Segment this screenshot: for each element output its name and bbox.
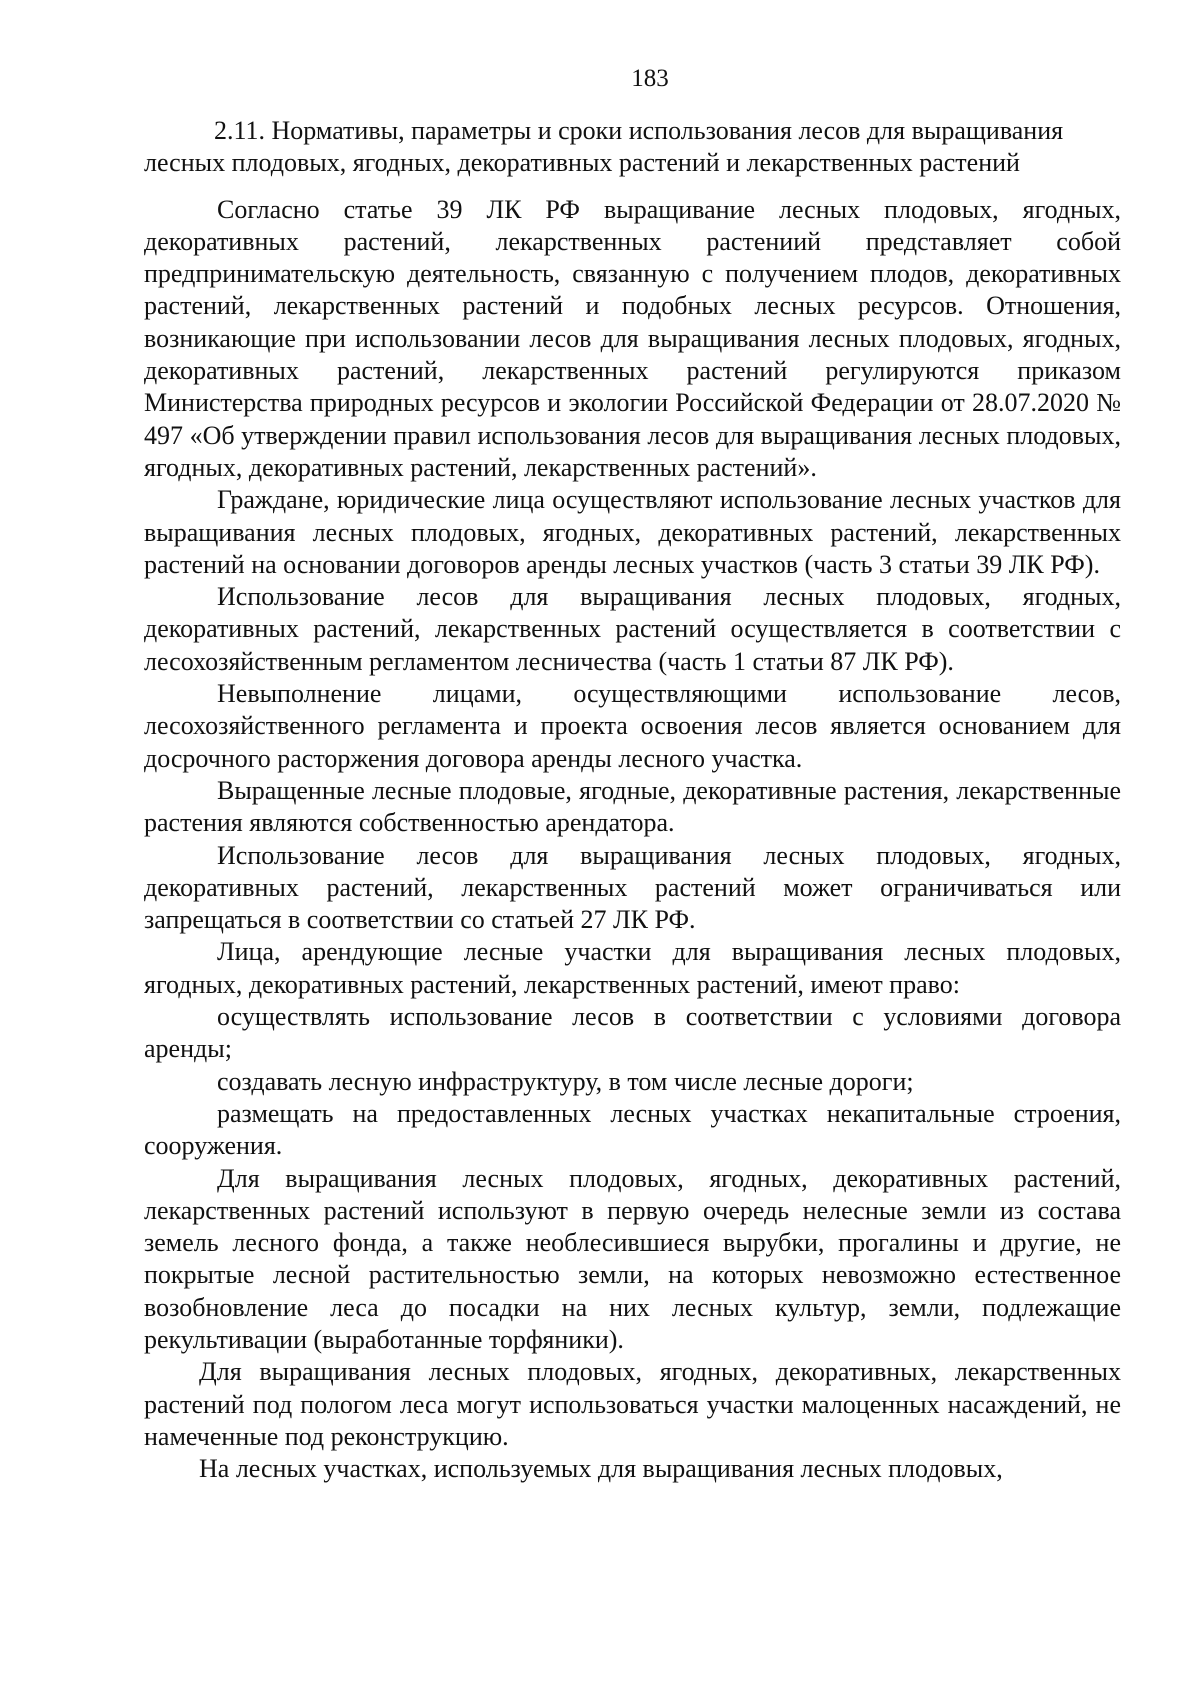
paragraph: Граждане, юридические лица осуществляют использование лесных участков для выращивания лесных плодовых, ягодных, декоративных растений, лекарственных растений на основании договоров аренды лесных участков (часть 3 статьи 39 ЛК РФ). <box>144 485 1121 579</box>
list-item: осуществлять использование лесов в соответствии с условиями договора аренды; <box>144 1002 1121 1064</box>
document-body <box>144 115 1121 1485</box>
paragraph: Невыполнение лицами, осуществляющими использование лесов, лесохозяйственного регламента и проекта освоения лесов является основанием для досрочного расторжения договора аренды лесного участка. <box>144 679 1121 773</box>
page-number: 183 <box>631 65 669 92</box>
list-item: размещать на предоставленных лесных участках некапитальные строения, сооружения. <box>144 1098 1121 1161</box>
section-heading-line-1: 2.11. Нормативы, параметры и сроки использования лесов для выращивания <box>214 116 1064 145</box>
paragraph: Использование лесов для выращивания лесных плодовых, ягодных, декоративных растений, лекарственных растений может ограничиваться или запрещаться в соответствии со статьей 27 ЛК РФ. <box>144 840 1121 935</box>
section-heading-line-2: лесных плодовых, ягодных, декоративных растений и лекарственных растений <box>144 148 1020 178</box>
paragraph: Лица, арендующие лесные участки для выращивания лесных плодовых, ягодных, декоративных растений, лекарственных растений, имеют право: <box>144 937 1121 999</box>
paragraph: Согласно статье 39 ЛК РФ выращивание лесных плодовых, ягодных, декоративных растений, лекарственных растениий представляет собой предпринимательскую деятельность, связанную с получением плодов, декоративных растений, лекарственных растений и подобных лесных ресурсов. Отношения, возникающие при использовании лесов для выращивания лесных плодовых, ягодных, декоративных растений, лекарственных растений регулируются приказом Министерства природных ресурсов и экологии Российской Федерации от 28.07.2020 № 497 «Об утверждении правил использования лесов для выращивания лесных плодовых, ягодных, декоративных растений, лекарственных растений». <box>144 194 1121 482</box>
paragraph: Выращенные лесные плодовые, ягодные, декоративные растения, лекарственные растения являются собственностью арендатора. <box>144 775 1121 838</box>
paragraph: Использование лесов для выращивания лесных плодовых, ягодных, декоративных растений, лекарственных растений осуществляется в соответствии с лесохозяйственным регламентом лесничества (часть 1 статьи 87 ЛК РФ). <box>144 582 1121 676</box>
paragraph: Для выращивания лесных плодовых, ягодных, декоративных, лекарственных растений под пологом леса могут использоваться участки малоценных насаждений, не намеченные под реконструкцию. <box>144 1357 1121 1451</box>
paragraph: На лесных участках, используемых для выращивания лесных плодовых, <box>199 1454 1003 1484</box>
list-item: создавать лесную инфраструктуру, в том числе лесные дороги; <box>217 1066 914 1096</box>
section-heading <box>144 115 1121 180</box>
paragraph: Для выращивания лесных плодовых, ягодных, декоративных растений, лекарственных растений используют в первую очередь нелесные земли из состава земель лесного фонда, а также необлесившиеся вырубки, прогалины и другие, не покрытые лесной растительностью земли, на которых невозможно естественное возобновление леса до посадки на них лесных культур, земли, подлежащие рекультивации (выработанные торфяники). <box>144 1163 1121 1354</box>
